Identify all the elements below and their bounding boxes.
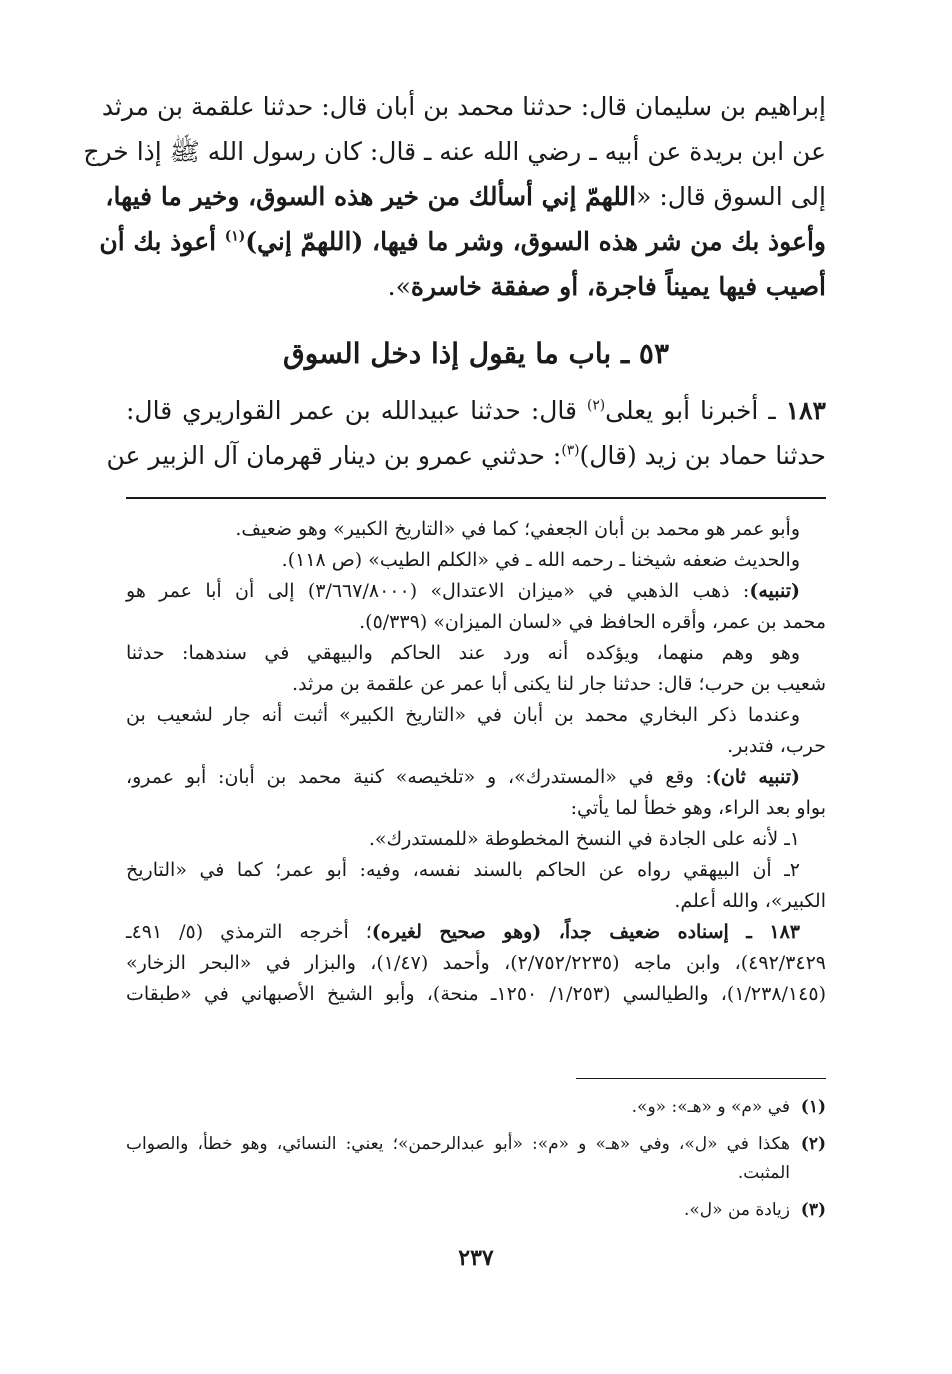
text-span: قال: حدثنا عبيدالله بن عمر القواريري قال: — [126, 396, 587, 425]
footnote-ref: (١) — [224, 228, 246, 245]
prophetic-prayer-text: اللهمّ إني أسألك من خير هذه السوق، وخير ما فيها، — [105, 182, 637, 211]
prophetic-prayer-text: وأعوذ بك من شر هذه السوق، وشر ما فيها، (اللهمّ إني) — [245, 227, 826, 256]
text-line — [99, 219, 826, 264]
footnote — [126, 1196, 826, 1225]
note-label: (تنبيه) — [749, 580, 800, 602]
text-line — [126, 388, 826, 433]
footnote — [126, 1130, 826, 1159]
note-line — [126, 917, 826, 948]
text-span: حدثنا حماد بن زيد (قال) — [579, 441, 826, 470]
note-line: (١/٢٣٨/١٤٥)، والطيالسي (١/٢٥٣/ ١٢٥٠ـ منحة)، وأبو الشيخ الأصبهاني في «طبقات — [126, 983, 826, 1005]
text-line: إبراهيم بن سليمان قال: حدثنا محمد بن أبان قال: حدثنا علقمة بن مرثد — [101, 92, 826, 121]
footnote-text: زيادة من «ل». — [683, 1200, 790, 1220]
footnote — [126, 1093, 826, 1122]
footnote-number: (١) — [800, 1097, 826, 1117]
text-span: : وقع في «المستدرك»، و «تلخيصه» كنية محمد بن أبان: أبو عمرو، — [126, 766, 712, 788]
text-line — [126, 264, 826, 309]
page-number: ٢٣٧ — [458, 1245, 494, 1271]
main-text-top — [83, 84, 826, 309]
note-label: ١٨٣ ـ إسناده ضعيف جداً، (وهو صحيح لغيره) — [371, 921, 800, 943]
footnote-ref: (٢) — [586, 397, 606, 414]
note-line: وأبو عمر هو محمد بن أبان الجعفي؛ كما في «التاريخ الكبير» وهو ضعيف. — [235, 518, 800, 540]
separator-rule — [126, 497, 826, 499]
note-line: وعندما ذكر البخاري محمد بن أبان في «التاريخ الكبير» أثبت أنه جار لشعيب بن — [126, 704, 800, 726]
footnote-number: (٢) — [800, 1134, 826, 1154]
text-line: عن ابن بريدة عن أبيه ـ رضي الله عنه ـ قال: كان رسول الله ﷺ إذا خرج — [83, 137, 826, 166]
footnote-text: في «م» و «هـ»: «و». — [631, 1097, 790, 1117]
footnotes — [126, 1093, 826, 1225]
text-span: ؛ أخرجه الترمذي (٥/ ٤٩١ـ — [126, 921, 372, 943]
prophetic-prayer-text: أعوذ بك أن — [99, 227, 225, 256]
footnote-text: هكذا في «ل»، وفي «هـ» و «م»: «أبو عبدالرحمن»؛ يعني: النسائي، وهو خطأ، والصواب — [126, 1134, 790, 1154]
note-line: حرب، فتدبر. — [727, 735, 826, 757]
footnote-rule — [576, 1078, 826, 1079]
footnote-continuation: المثبت. — [737, 1163, 790, 1183]
text-span: ـ أخبرنا أبو يعلى — [605, 396, 786, 425]
note-line: بواو بعد الراء، وهو خطأ لما يأتي: — [570, 797, 826, 819]
hadith-number: ١٨٣ — [785, 396, 826, 425]
prophetic-prayer-text: أصيب فيها يميناً فاجرة، أو صفقة خاسرة — [410, 272, 826, 301]
note-line: الكبير»، والله أعلم. — [674, 890, 826, 912]
note-label: (تنبيه ثان) — [711, 766, 800, 788]
text-line — [106, 433, 826, 478]
text-span: : حدثني عمرو بن دينار قهرمان آل الزبير عن — [106, 441, 562, 470]
note-line: والحديث ضعفه شيخنا ـ رحمه الله ـ في «الكلم الطيب» (ص ١١٨). — [281, 549, 800, 571]
footnote-ref: (٣) — [561, 442, 580, 459]
note-line: وهو وهم منهما، ويؤكده أنه ورد عند الحاكم والبيهقي في سندهما: حدثنا — [126, 642, 800, 664]
note-line: شعيب بن حرب؛ قال: حدثنا جار لنا يكنى أبا عمر عن علقمة بن مرثد. — [292, 673, 826, 695]
note-line — [126, 576, 826, 607]
text-span: ». — [387, 272, 411, 301]
note-line: ٤٩٢/٣٤٢٩)، وابن ماجه (٢/٧٥٢/٢٢٣٥)، وأحمد (١/٤٧)، والبزار في «البحر الزخار» — [126, 952, 826, 974]
text-line — [105, 174, 826, 219]
footnote-number: (٣) — [800, 1200, 826, 1220]
chapter-heading: ٥٣ ـ باب ما يقول إذا دخل السوق — [283, 337, 669, 370]
text-span: إلى السوق قال: « — [636, 182, 826, 211]
main-text-hadith — [106, 388, 826, 478]
text-span: : ذهب الذهبي في «ميزان الاعتدال» (٣/٦٦٧/٨٠٠٠) إلى أن أبا عمر هو — [126, 580, 750, 602]
note-line: ٢ـ أن البيهقي رواه عن الحاكم بالسند نفسه، وفيه: أبو عمر؛ كما في «التاريخ — [126, 859, 800, 881]
note-line: محمد بن عمر، وأقره الحافظ في «لسان الميزان» (٥/٣٣٩). — [359, 611, 826, 633]
commentary-notes — [126, 514, 826, 1010]
note-line — [126, 762, 826, 793]
note-line: ١ـ لأنه على الجادة في النسخ المخطوطة «للمستدرك». — [368, 828, 800, 850]
